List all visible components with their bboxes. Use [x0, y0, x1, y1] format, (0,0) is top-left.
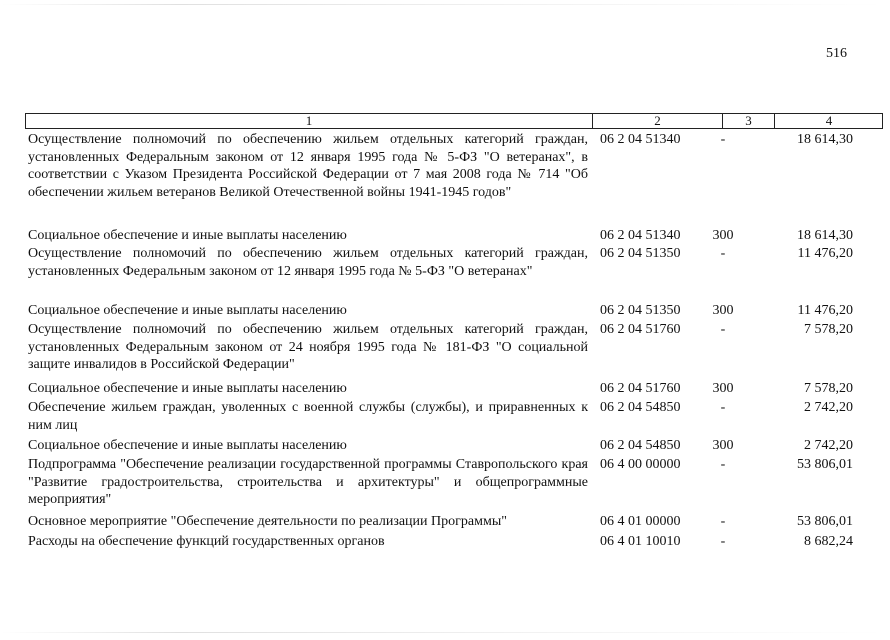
row-description: Осуществление полномочий по обеспечению жильем отдельных категорий граждан, установленных Федеральным законом от 12 января 1995 года № 5-ФЗ "О ветеранах"	[28, 246, 588, 279]
row-code: 06 2 04 51340	[600, 132, 681, 147]
row-description: Осуществление полномочий по обеспечению жильем отдельных категорий граждан, установленных Федеральным законом от 24 ноября 1995 года № 181-ФЗ "О социальной защите инвалидов в Российской Федерации"	[28, 322, 588, 372]
row-type: -	[720, 132, 726, 147]
row-code: 06 2 04 51350	[600, 303, 681, 318]
row-code: 06 4 01 10010	[600, 534, 681, 549]
row-description: Расходы на обеспечение функций государственных органов	[28, 534, 385, 549]
row-description: Социальное обеспечение и иные выплаты населению	[28, 303, 347, 318]
header-col-3: 3	[745, 113, 752, 128]
row-code: 06 4 01 00000	[600, 514, 681, 529]
row-description: Социальное обеспечение и иные выплаты населению	[28, 438, 347, 453]
row-type: 300	[712, 381, 734, 396]
row-amount: 2 742,20	[804, 400, 853, 415]
row-amount: 11 476,20	[797, 303, 853, 318]
row-description: Обеспечение жильем граждан, уволенных с военной службы (службы), и приравненных к ним лиц	[28, 400, 588, 433]
row-description: Осуществление полномочий по обеспечению жильем отдельных категорий граждан, установленных Федеральным законом от 12 января 1995 года № 5-ФЗ "О ветеранах", в соответствии с Указом Президента Российской Федерации от 7 мая 2008 года № 714 "Об обеспечении жильем ветеранов Великой Отечественной войны 1941-1945 годов"	[28, 132, 588, 200]
row-type: -	[720, 534, 726, 549]
row-amount: 18 614,30	[797, 132, 853, 147]
scan-artifact-bottom	[0, 632, 890, 633]
row-code: 06 2 04 51350	[600, 246, 681, 261]
row-amount: 7 578,20	[804, 322, 853, 337]
row-amount: 53 806,01	[797, 514, 853, 529]
row-code: 06 2 04 54850	[600, 438, 681, 453]
row-code: 06 2 04 54850	[600, 400, 681, 415]
header-col-4: 4	[825, 113, 833, 128]
row-description: Социальное обеспечение и иные выплаты населению	[28, 381, 347, 396]
row-amount: 8 682,24	[804, 534, 853, 549]
row-amount: 7 578,20	[804, 381, 853, 396]
row-type: -	[720, 400, 726, 415]
row-code: 06 2 04 51760	[600, 322, 681, 337]
row-type: -	[720, 457, 726, 472]
row-type: -	[720, 246, 726, 261]
row-type: 300	[712, 303, 734, 318]
row-description: Социальное обеспечение и иные выплаты населению	[28, 228, 347, 243]
table-header	[25, 113, 883, 129]
row-description: Подпрограмма "Обеспечение реализации государственной программы Ставропольского края "Развитие градостроительства, строительства и архитектуры" и общепрограммные мероприятия"	[28, 457, 588, 507]
row-amount: 2 742,20	[804, 438, 853, 453]
page-number: 516	[826, 46, 847, 61]
row-code: 06 2 04 51760	[600, 381, 681, 396]
row-amount: 18 614,30	[797, 228, 853, 243]
row-code: 06 2 04 51340	[600, 228, 681, 243]
header-col-1: 1	[305, 113, 313, 128]
row-type: -	[720, 514, 726, 529]
row-type: -	[720, 322, 726, 337]
row-type: 300	[712, 228, 734, 243]
row-description: Основное мероприятие "Обеспечение деятельности по реализации Программы"	[28, 514, 507, 529]
row-code: 06 4 00 00000	[600, 457, 681, 472]
row-type: 300	[712, 438, 734, 453]
scan-artifact-top	[0, 4, 890, 5]
header-col-2: 2	[654, 113, 661, 128]
row-amount: 11 476,20	[797, 246, 853, 261]
row-amount: 53 806,01	[797, 457, 853, 472]
